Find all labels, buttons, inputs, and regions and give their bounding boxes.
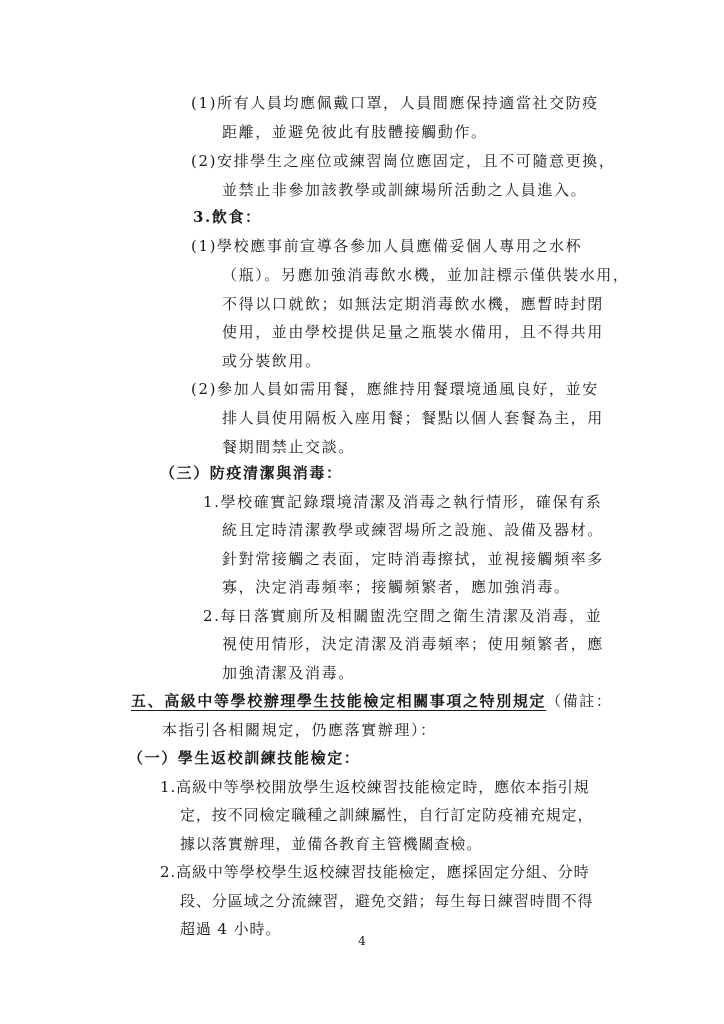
section-heading: （一）學生返校訓練技能檢定： bbox=[128, 749, 361, 767]
text-line: 超過 4 小時。 bbox=[180, 920, 282, 938]
text-line: (2)安排學生之座位或練習崗位應固定，且不可隨意更換， bbox=[191, 152, 616, 170]
text-line: 寡，決定消毒頻率；接觸頻繁者，應加強消毒。 bbox=[222, 578, 571, 596]
section-heading: （三）防疫清潔與消毒： bbox=[160, 464, 343, 482]
text-line: 距離，並避免彼此有肢體接觸動作。 bbox=[222, 123, 488, 141]
text-line: 使用，並由學校提供足量之瓶裝水備用，且不得共用 bbox=[222, 323, 604, 341]
text-line: 據以落實辦理，並備各教育主管機關查檢。 bbox=[180, 835, 483, 853]
page-number: 4 bbox=[358, 934, 366, 948]
text-line: (2)參加人員如需用餐，應維持用餐環境通風良好，並安 bbox=[191, 380, 599, 398]
text-line: 不得以口就飲；如無法定期消毒飲水機，應暫時封閉 bbox=[222, 295, 604, 313]
text-line: （瓶）。另應加強消毒飲水機，並加註標示僅供裝水用， bbox=[222, 266, 630, 284]
text-line: 1.學校確實記錄環境清潔及消毒之執行情形，確保有系 bbox=[203, 493, 603, 511]
section-note: （備註： bbox=[546, 692, 613, 710]
text-line: 段、分區域之分流練習，避免交錯；每生每日練習時間不得 bbox=[180, 892, 594, 910]
text-line: 1.高級中等學校開放學生返校練習技能檢定時，應依本指引規 bbox=[160, 778, 590, 796]
text-line: (1)所有人員均應佩戴口罩，人員間應保持適當社交防疫 bbox=[191, 94, 599, 112]
text-line: 針對常接觸之表面，定時消毒擦拭，並視接觸頻率多 bbox=[222, 550, 604, 568]
text-line: 本指引各相關規定，仍應落實辦理）： bbox=[162, 721, 437, 739]
text-line: 並禁止非參加該教學或訓練場所活動之人員進入。 bbox=[222, 181, 588, 199]
text-line: 或分裝飲用。 bbox=[222, 352, 322, 370]
text-line: 加強清潔及消毒。 bbox=[222, 664, 355, 682]
section-title: 五、高級中等學校辦理學生技能檢定相關事項之特別規定 bbox=[131, 692, 547, 710]
text-line: 2.每日落實廁所及相關盥洗空間之衛生清潔及消毒，並 bbox=[203, 607, 603, 625]
text-line: 餐期間禁止交談。 bbox=[222, 438, 355, 456]
text-line: 排人員使用隔板入座用餐；餐點以個人套餐為主，用 bbox=[222, 409, 604, 427]
text-line: 定，按不同檢定職種之訓練屬性，自行訂定防疫補充規定， bbox=[180, 806, 594, 824]
text-line: 2.高級中等學校學生返校練習技能檢定，應採固定分組、分時 bbox=[160, 863, 590, 881]
text-line: (1)學校應事前宣導各參加人員應備妥個人專用之水杯 bbox=[191, 237, 583, 255]
text-line: 視使用情形，決定清潔及消毒頻率；使用頻繁者，應 bbox=[222, 635, 604, 653]
text-line: 統且定時清潔教學或練習場所之設施、設備及器材。 bbox=[222, 521, 604, 539]
section-heading: 3.飲食： bbox=[193, 208, 262, 226]
section-heading bbox=[131, 690, 612, 712]
